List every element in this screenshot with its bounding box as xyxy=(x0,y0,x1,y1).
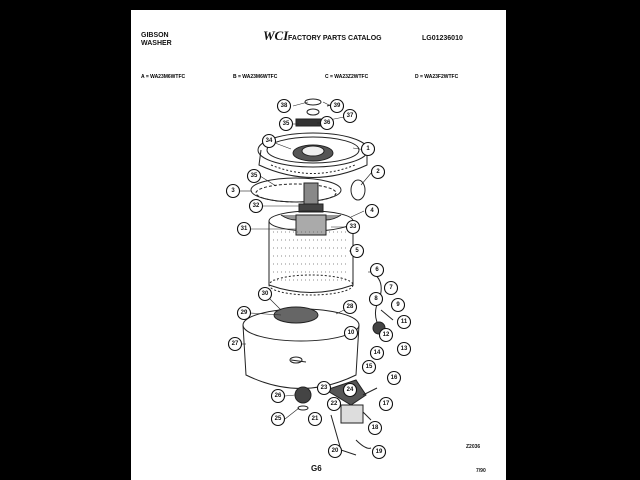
model-a: A = WA23M6WTFC xyxy=(141,74,186,80)
model-b: B = WA23M6WTFC xyxy=(233,74,278,80)
agitator xyxy=(299,183,323,212)
callout-37 xyxy=(344,110,357,123)
svg-text:10: 10 xyxy=(347,330,355,336)
svg-text:16: 16 xyxy=(390,375,398,381)
svg-text:33: 33 xyxy=(349,224,357,230)
callout-20 xyxy=(329,445,342,458)
svg-text:8: 8 xyxy=(374,296,378,302)
callout-12 xyxy=(380,329,393,342)
svg-text:15: 15 xyxy=(365,364,373,370)
svg-text:24: 24 xyxy=(346,387,354,393)
logo-lettering: WCI xyxy=(263,28,289,43)
callout-2 xyxy=(372,166,385,179)
callout-35 xyxy=(248,170,261,183)
direction-arrow xyxy=(363,388,377,395)
svg-text:31: 31 xyxy=(240,226,248,232)
callout-5 xyxy=(351,245,364,258)
callout-25 xyxy=(272,413,285,426)
basket-perforations xyxy=(273,232,349,280)
svg-text:6: 6 xyxy=(375,267,379,273)
drawing-reference: Z2036 xyxy=(466,444,481,450)
svg-text:25: 25 xyxy=(274,416,282,422)
svg-text:14: 14 xyxy=(373,350,381,356)
svg-text:29: 29 xyxy=(240,310,248,316)
svg-text:13: 13 xyxy=(400,346,408,352)
parts-catalog-sheet xyxy=(131,10,506,480)
callout-29 xyxy=(238,307,251,320)
callout-8 xyxy=(370,293,383,306)
outer-tub xyxy=(240,307,359,389)
svg-text:34: 34 xyxy=(265,138,273,144)
svg-text:21: 21 xyxy=(311,416,319,422)
svg-text:28: 28 xyxy=(346,304,354,310)
callout-17 xyxy=(380,398,393,411)
callout-36 xyxy=(321,117,334,130)
svg-text:22: 22 xyxy=(330,401,338,407)
callout-7 xyxy=(385,282,398,295)
catalog-title: FACTORY PARTS CATALOG xyxy=(288,35,382,42)
svg-text:12: 12 xyxy=(382,332,390,338)
model-c: C = WA23Z2WTFC xyxy=(325,74,369,80)
callout-9 xyxy=(392,299,405,312)
callout-38 xyxy=(278,100,291,113)
callout-23 xyxy=(318,382,331,395)
revision-date: 7/90 xyxy=(476,468,486,474)
svg-text:18: 18 xyxy=(371,425,379,431)
wash-basket xyxy=(269,211,353,295)
exploded-parts-diagram xyxy=(131,10,506,480)
page-number: G6 xyxy=(311,464,322,473)
callout-30 xyxy=(259,288,272,301)
svg-text:23: 23 xyxy=(320,385,328,391)
svg-text:7: 7 xyxy=(389,285,393,291)
drive-pulley xyxy=(295,387,311,410)
callout-3 xyxy=(227,185,240,198)
callout-6 xyxy=(371,264,384,277)
callout-32 xyxy=(250,200,263,213)
callout-24 xyxy=(344,384,357,397)
callout-26 xyxy=(272,390,285,403)
catalog-number: LG01236010 xyxy=(422,35,463,42)
svg-text:27: 27 xyxy=(231,341,239,347)
svg-text:37: 37 xyxy=(346,113,354,119)
svg-text:30: 30 xyxy=(261,291,269,297)
callout-16 xyxy=(388,372,401,385)
callout-22 xyxy=(328,398,341,411)
product-type: WASHER xyxy=(141,40,172,47)
svg-text:39: 39 xyxy=(333,103,341,109)
svg-text:26: 26 xyxy=(274,393,282,399)
svg-text:32: 32 xyxy=(252,203,260,209)
callout-13 xyxy=(398,343,411,356)
callout-27 xyxy=(229,338,242,351)
callout-38-secondary xyxy=(280,118,293,131)
svg-text:35: 35 xyxy=(282,121,290,127)
callout-21 xyxy=(309,413,322,426)
callout-39 xyxy=(331,100,344,113)
svg-text:11: 11 xyxy=(400,319,408,325)
balance-ring xyxy=(251,178,341,202)
callout-18 xyxy=(369,422,382,435)
svg-text:5: 5 xyxy=(355,248,359,254)
svg-text:17: 17 xyxy=(382,401,390,407)
svg-text:3: 3 xyxy=(231,188,235,194)
svg-text:1: 1 xyxy=(366,146,370,152)
callout-28 xyxy=(344,301,357,314)
callout-14 xyxy=(371,347,384,360)
callout-1 xyxy=(362,143,375,156)
callout-10 xyxy=(345,327,358,340)
svg-text:35: 35 xyxy=(250,173,258,179)
callout-34 xyxy=(263,135,276,148)
callout-4 xyxy=(366,205,379,218)
svg-text:4: 4 xyxy=(370,208,374,214)
svg-text:2: 2 xyxy=(376,169,380,175)
callout-31 xyxy=(238,223,251,236)
svg-text:38: 38 xyxy=(280,103,288,109)
svg-text:20: 20 xyxy=(331,448,339,454)
model-d: D = WA23F2WTFC xyxy=(415,74,459,80)
brand-name: GIBSON xyxy=(141,32,169,39)
callout-15 xyxy=(363,361,376,374)
callout-11 xyxy=(398,316,411,329)
callout-33 xyxy=(347,221,360,234)
svg-text:36: 36 xyxy=(323,120,331,126)
svg-text:9: 9 xyxy=(396,302,400,308)
svg-text:19: 19 xyxy=(375,449,383,455)
callout-19 xyxy=(373,446,386,459)
